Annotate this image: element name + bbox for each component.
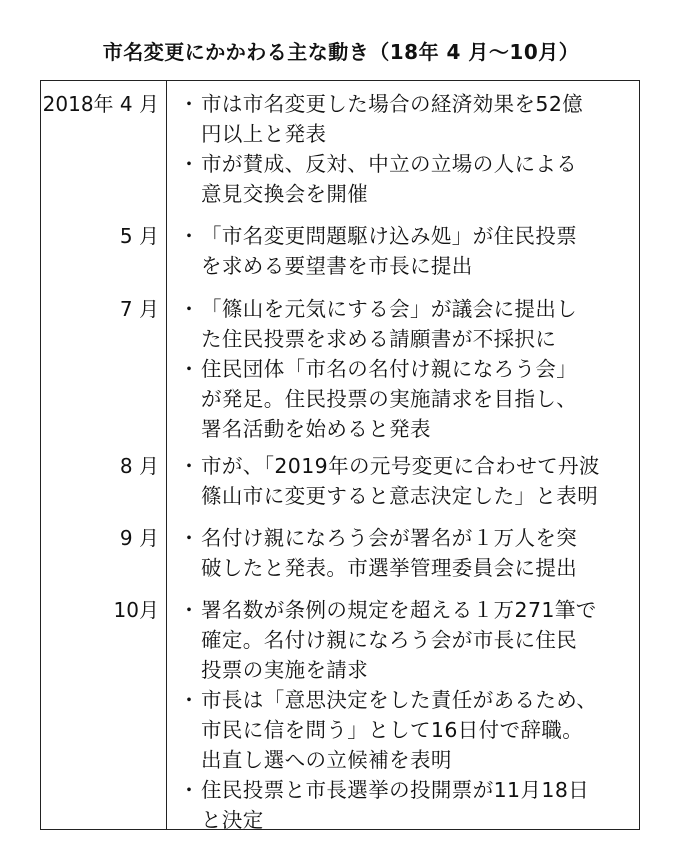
- event-item: [175, 451, 635, 511]
- event-item: [175, 775, 635, 835]
- month-label: 9 月: [119, 526, 159, 550]
- event-item: [175, 221, 635, 281]
- event-item: [175, 595, 635, 685]
- month-label: 2018年 4 月: [42, 92, 159, 116]
- event-list: [175, 523, 635, 583]
- month-label: 10月: [113, 598, 159, 622]
- event-item: [175, 685, 635, 775]
- bullet-mark: ・: [179, 357, 199, 381]
- event-item: [175, 294, 635, 354]
- event-text: 住民投票と市長選挙の投開票が11月18日 と決定: [201, 778, 590, 832]
- event-text: 市長は「意思決定をした責任があるため、 市民に信を問う」として16日付で辞職。 出直し選への立候補を表明: [201, 688, 598, 772]
- event-item: [175, 89, 635, 149]
- event-list: [175, 294, 635, 444]
- event-text: 「篠山を元気にする会」が議会に提出し た住民投票を求める請願書が不採択に: [201, 297, 578, 351]
- month-label: 7 月: [119, 297, 159, 321]
- bullet-mark: ・: [179, 526, 199, 550]
- event-text: 署名数が条例の規定を超える１万271筆で 確定。名付け親になろう会が市長に住民 投票の実施を請求: [201, 598, 597, 682]
- bullet-mark: ・: [179, 778, 199, 802]
- event-list: [175, 451, 635, 511]
- event-text: 「市名変更問題駆け込み処」が住民投票 を求める要望書を市長に提出: [201, 224, 578, 278]
- event-text: 住民団体「市名の名付け親になろう会」 が発足。住民投票の実施請求を目指し、 署名活動を始めると発表: [201, 357, 578, 441]
- bullet-mark: ・: [179, 152, 199, 176]
- event-item: [175, 523, 635, 583]
- bullet-mark: ・: [179, 224, 199, 248]
- event-list: [175, 89, 635, 209]
- event-text: 市は市名変更した場合の経済効果を52億 円以上と発表: [201, 92, 584, 146]
- month-label: 8 月: [119, 454, 159, 478]
- event-item: [175, 149, 635, 209]
- event-text: 市が賛成、反対、中立の立場の人による 意見交換会を開催: [201, 152, 578, 206]
- month-label: 5 月: [119, 224, 159, 248]
- event-item: [175, 354, 635, 444]
- bullet-mark: ・: [179, 92, 199, 116]
- bullet-mark: ・: [179, 454, 199, 478]
- event-list: [175, 221, 635, 281]
- page-title: 市名変更にかかわる主な動き（18年 4 月〜10月）: [102, 40, 580, 64]
- event-text: 市が、「2019年の元号変更に合わせて丹波 篠山市に変更すると意志決定した」と表明: [201, 454, 600, 508]
- timeline-table: [40, 80, 640, 830]
- bullet-mark: ・: [179, 598, 199, 622]
- bullet-mark: ・: [179, 297, 199, 321]
- bullet-mark: ・: [179, 688, 199, 712]
- column-divider: [166, 81, 167, 829]
- event-text: 名付け親になろう会が署名が１万人を突 破したと発表。市選挙管理委員会に提出: [201, 526, 578, 580]
- event-list: [175, 595, 635, 835]
